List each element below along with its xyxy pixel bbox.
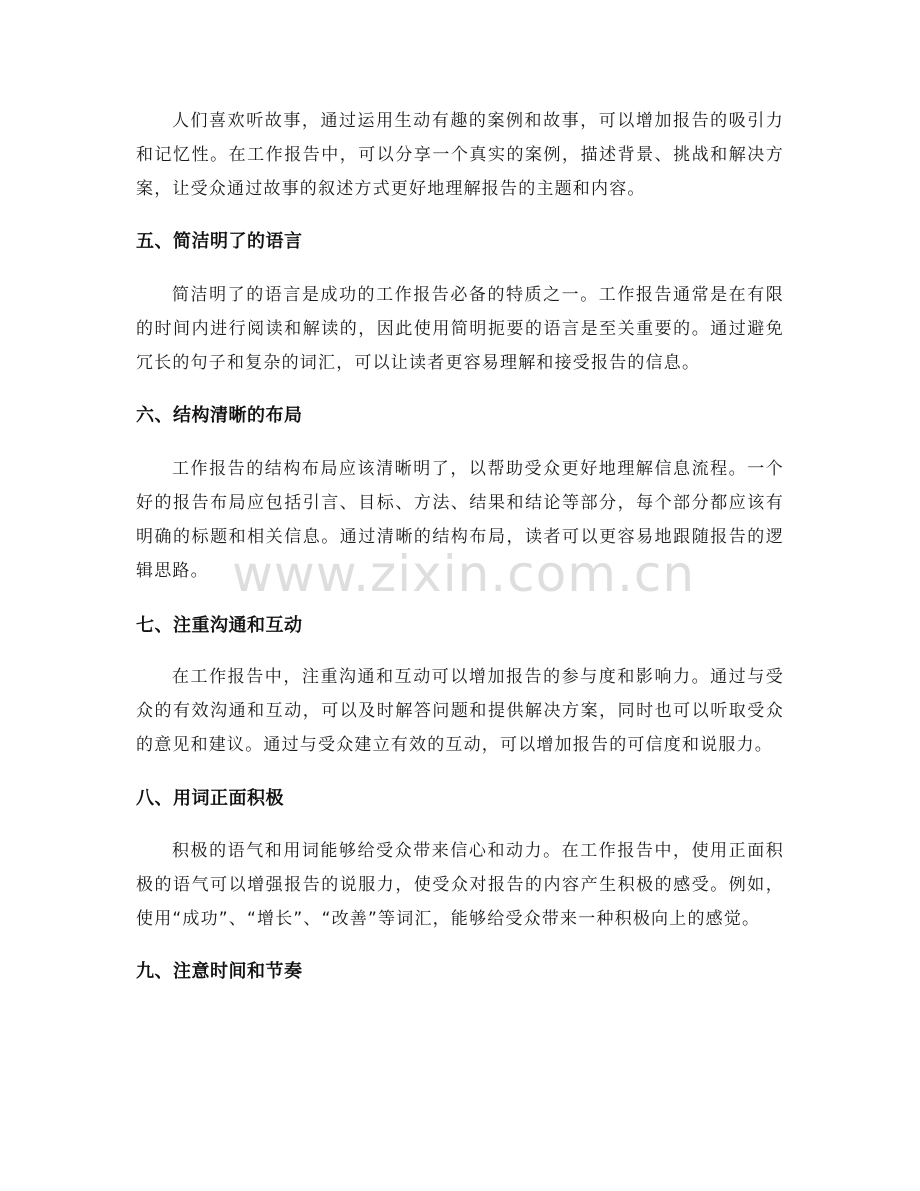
paragraph-intro: 人们喜欢听故事，通过运用生动有趣的案例和故事，可以增加报告的吸引力和记忆性。在工作报告中，可以分享一个真实的案例，描述背景、挑战和解决方案，让受众通过故事的叙述方式更好地理解报告的主题和内容。 bbox=[136, 111, 784, 199]
heading-section-9: 九、注意时间和节奏 bbox=[136, 961, 303, 982]
heading-section-6: 六、结构清晰的布局 bbox=[136, 405, 303, 426]
heading-section-5: 五、简洁明了的语言 bbox=[136, 231, 303, 252]
paragraph-section-8: 积极的语气和用词能够给受众带来信心和动力。在工作报告中，使用正面积极的语气可以增强报告的说服力，使受众对报告的内容产生积极的感受。例如，使用“成功”、“增长”、“改善”等词汇，能够给受众带来一种积极向上的感觉。 bbox=[136, 841, 784, 929]
paragraph-section-5: 简洁明了的语言是成功的工作报告必备的特质之一。工作报告通常是在有限的时间内进行阅读和解读的，因此使用简明扼要的语言是至关重要的。通过避免冗长的句子和复杂的词汇，可以让读者更容易理解和接受报告的信息。 bbox=[136, 285, 784, 373]
heading-section-7: 七、注重沟通和互动 bbox=[136, 615, 303, 636]
watermark-text: www.zixin.com.cn bbox=[232, 545, 696, 603]
heading-section-8: 八、用词正面积极 bbox=[136, 788, 284, 809]
paragraph-section-7: 在工作报告中，注重沟通和互动可以增加报告的参与度和影响力。通过与受众的有效沟通和互动，可以及时解答问题和提供解决方案，同时也可以听取受众的意见和建议。通过与受众建立有效的互动，可以增加报告的可信度和说服力。 bbox=[136, 667, 784, 755]
paragraph-section-6: 工作报告的结构布局应该清晰明了，以帮助受众更好地理解信息流程。一个好的报告布局应包括引言、目标、方法、结果和结论等部分，每个部分都应该有明确的标题和相关信息。通过清晰的结构布局，读者可以更容易地跟随报告的逻辑思路。 bbox=[136, 459, 784, 581]
